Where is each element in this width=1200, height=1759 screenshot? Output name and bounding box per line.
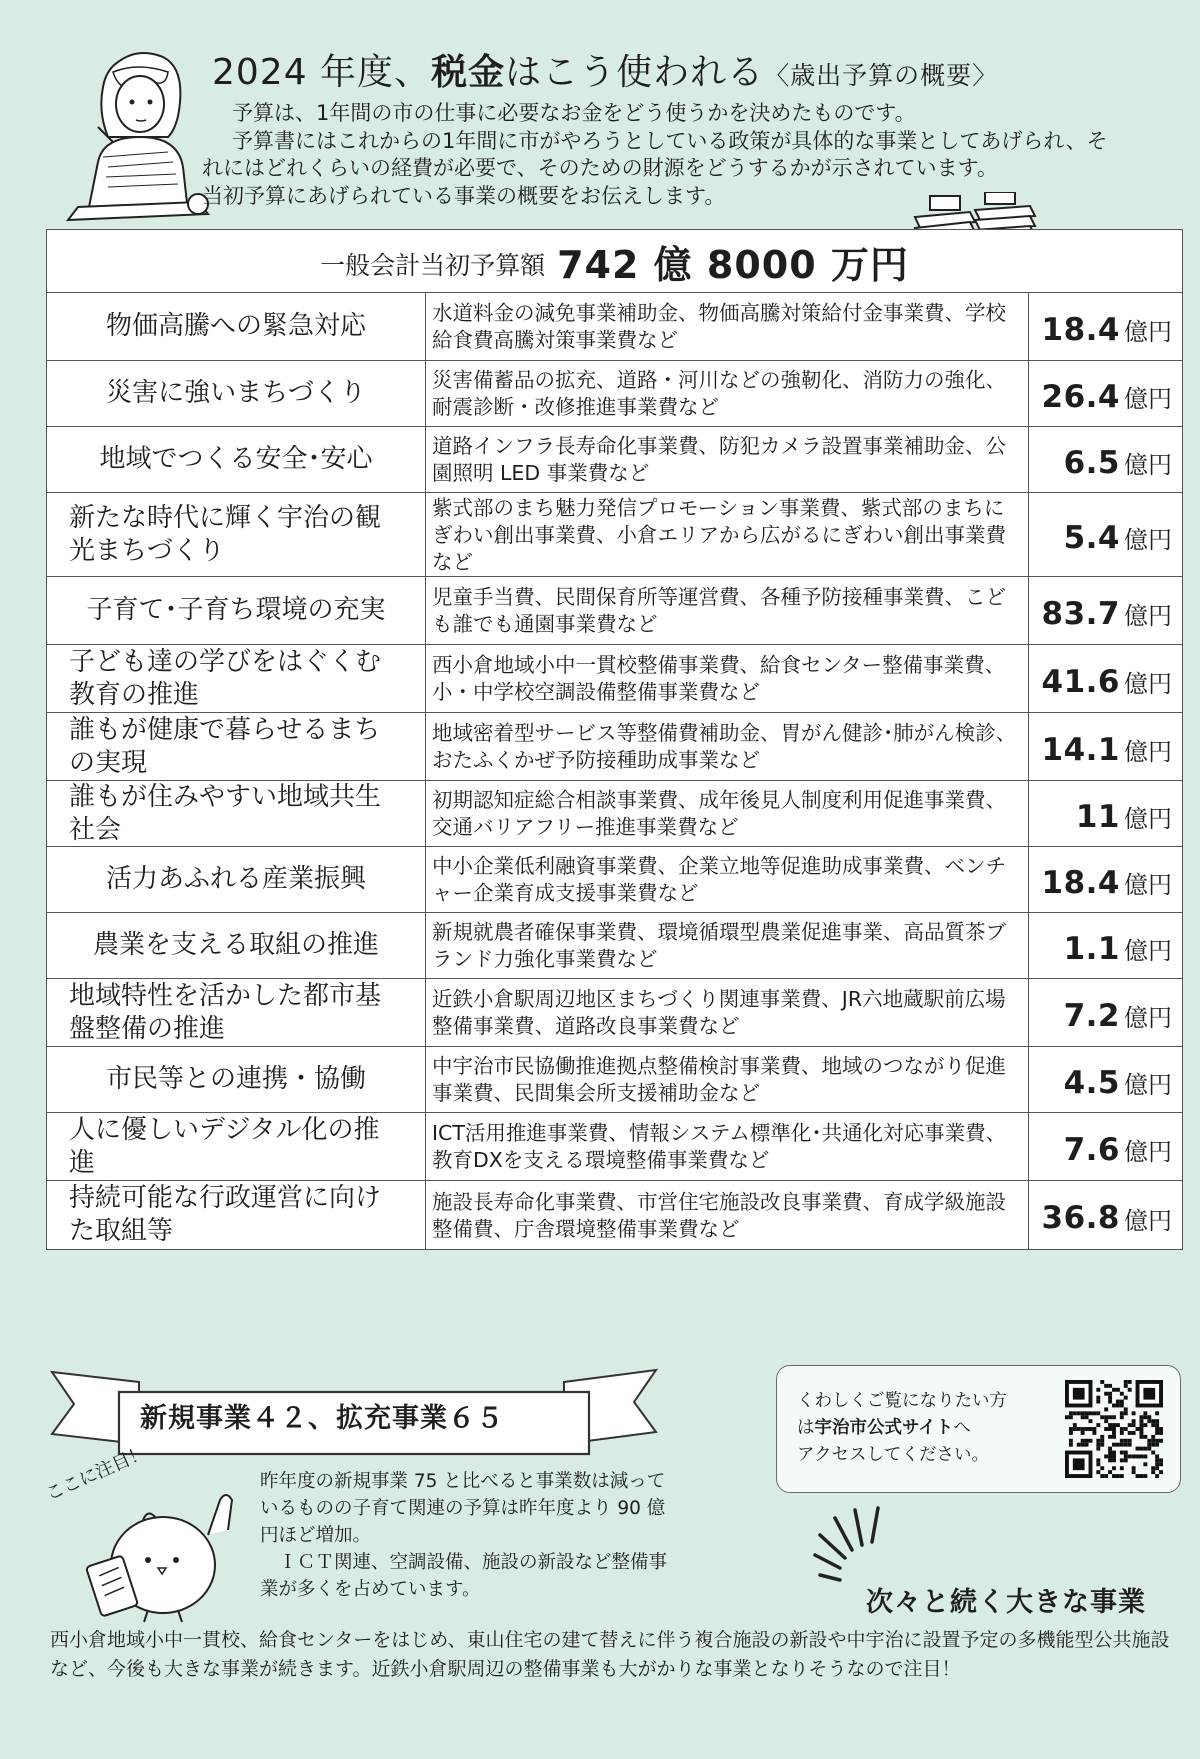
- note-text: [260, 1468, 780, 1603]
- official-site-link[interactable]: 宇治市公式サイト: [814, 1418, 954, 1438]
- amount-value: 4.5: [1063, 1064, 1120, 1101]
- budget-row: [47, 713, 1182, 781]
- policy-description: 中宇治市民協働推進拠点整備検討事業費、地域のつながり促進事業費、民間集会所支援補助金など: [426, 1047, 1029, 1112]
- budget-row: [47, 1047, 1182, 1113]
- budget-row: [47, 577, 1182, 645]
- title-strong: 税金: [431, 52, 506, 93]
- policy-amount: [1029, 361, 1182, 426]
- policy-name: 活力あふれる産業振興: [47, 847, 426, 912]
- amount-value: 18.4: [1041, 311, 1120, 348]
- policy-description: 近鉄小倉駅周辺地区まちづくり関連事業費、JR六地蔵駅前広場整備事業費、道路改良事業費など: [426, 979, 1029, 1046]
- amount-value: 1.1: [1063, 930, 1120, 967]
- policy-name: 農業を支える取組の推進: [47, 913, 426, 978]
- amount-value: 14.1: [1041, 731, 1120, 768]
- budget-row: [47, 645, 1182, 713]
- policy-amount: [1029, 293, 1182, 360]
- emphasis-rays-icon: [800, 1500, 900, 1590]
- budget-row: [47, 427, 1182, 493]
- intro-line: 予算は、1年間の市の仕事に必要なお金をどう使うかを決めたものです。: [232, 101, 916, 125]
- intro-line: れにはどれくらいの経費が必要で、そのための財源をどうするかが示されています。: [202, 156, 998, 180]
- budget-row: [47, 361, 1182, 427]
- budget-row: [47, 293, 1182, 361]
- amount-value: 11: [1075, 798, 1120, 835]
- policy-name: 誰もが健康で暮らせるまちの実現: [47, 713, 426, 780]
- budget-row: [47, 847, 1182, 913]
- amount-unit: 億円: [1124, 1138, 1172, 1166]
- info-line: アクセスしてください。: [797, 1445, 989, 1465]
- budget-row: [47, 1113, 1182, 1181]
- info-prefix: は: [797, 1418, 815, 1438]
- policy-amount: [1029, 427, 1182, 492]
- amount-unit: 億円: [1124, 937, 1172, 965]
- official-site-text: [797, 1388, 1042, 1469]
- total-budget-amount: 742 億 8000 万円: [557, 242, 909, 287]
- amount-unit: 億円: [1124, 451, 1172, 479]
- budget-row: [47, 979, 1182, 1047]
- note-line: 業が多くを占めています。: [260, 1579, 481, 1600]
- policy-description: 中小企業低利融資事業費、企業立地等促進助成事業費、ベンチャー企業育成支援事業費など: [426, 847, 1029, 912]
- page-title: [212, 44, 1112, 95]
- new-projects-count: 新規事業４２、拡充事業６５: [140, 1403, 504, 1434]
- amount-value: 18.4: [1041, 864, 1120, 901]
- policy-amount: [1029, 713, 1182, 780]
- policy-name: 持続可能な行政運営に向けた取組等: [47, 1181, 426, 1249]
- policy-description: 水道料金の減免事業補助金、物価高騰対策給付金事業費、学校給食費高騰対策事業費など: [426, 293, 1029, 360]
- budget-row: [47, 1181, 1182, 1249]
- attention-label: ここに注目！: [43, 1441, 151, 1506]
- policy-name: 物価高騰への緊急対応: [47, 293, 426, 360]
- policy-description: 災害備蓄品の拡充、道路・河川などの強靭化、消防力の強化、耐震診断・改修推進事業費など: [426, 361, 1029, 426]
- intro-line: 当初予算にあげられている事業の概要をお伝えします。: [202, 183, 726, 208]
- amount-value: 6.5: [1063, 444, 1120, 481]
- amount-value: 26.4: [1041, 378, 1120, 415]
- title-sub: 〈歳出予算の概要〉: [764, 61, 999, 90]
- total-budget-row: [47, 230, 1182, 293]
- info-line: [797, 1415, 1042, 1442]
- policy-description: 施設長寿命化事業費、市営住宅施設改良事業費、育成学級施設整備費、庁舎環境整備事業費など: [426, 1181, 1029, 1249]
- amount-unit: 億円: [1124, 738, 1172, 766]
- policy-description: 児童手当費、民間保育所等運営費、各種予防接種事業費、こども誰でも通園事業費など: [426, 577, 1029, 644]
- amount-unit: 億円: [1124, 1071, 1172, 1099]
- amount-unit: 億円: [1124, 526, 1172, 554]
- total-budget-label: 一般会計当初予算額: [320, 251, 546, 280]
- amount-value: 41.6: [1041, 663, 1120, 700]
- policy-amount: [1029, 1181, 1182, 1249]
- amount-value: 5.4: [1063, 519, 1120, 556]
- amount-unit: 億円: [1124, 805, 1172, 833]
- amount-unit: 億円: [1124, 602, 1172, 630]
- policy-amount: [1029, 645, 1182, 712]
- note-line: 昨年度の新規事業 75 と比べると事業数は減って: [260, 1471, 666, 1492]
- amount-value: 36.8: [1041, 1200, 1120, 1236]
- title-suffix: はこう使われる: [505, 52, 765, 93]
- budget-row: [47, 493, 1182, 577]
- policy-description: ICT活用推進事業費、情報システム標準化･共通化対応事業費、教育DXを支える環境整備事業費など: [426, 1113, 1029, 1180]
- intro-text: [202, 100, 1192, 210]
- note-line: いるものの子育て関連の予算は昨年度より 90 億: [260, 1498, 666, 1519]
- policy-name: 新たな時代に輝く宇治の観光まちづくり: [47, 493, 426, 576]
- amount-value: 83.7: [1041, 595, 1120, 632]
- policy-amount: [1029, 577, 1182, 644]
- amount-unit: 億円: [1124, 1004, 1172, 1032]
- amount-unit: 億円: [1124, 318, 1172, 346]
- policy-amount: [1029, 979, 1182, 1046]
- big-projects-text: 西小倉地域小中一貫校、給食センターをはじめ、東山住宅の建て替えに伴う複合施設の新設や中宇治に設置予定の多機能型公共施設など、今後も大きな事業が続きます。近鉄小倉駅周辺の整備事業も大がかりな事業となりそうなので注目！: [50, 1629, 1170, 1680]
- note-line: ＩＣＴ関連、空調設備、施設の新設など整備事: [260, 1552, 668, 1573]
- info-line: くわしくご覧になりたい方: [797, 1391, 1007, 1411]
- policy-name: 子育て･子育ち環境の充実: [47, 577, 426, 644]
- official-site-box: [776, 1365, 1181, 1493]
- policy-name: 子ども達の学びをはぐくむ教育の推進: [47, 645, 426, 712]
- policy-name: 人に優しいデジタル化の推進: [47, 1113, 426, 1180]
- budget-row: [47, 913, 1182, 979]
- budget-table: [46, 229, 1183, 1250]
- policy-name: 地域特性を活かした都市基盤整備の推進: [47, 979, 426, 1046]
- woman-thinking-illustration: [58, 42, 218, 242]
- policy-amount: [1029, 493, 1182, 576]
- policy-description: 道路インフラ長寿命化事業費、防犯カメラ設置事業補助金、公園照明 LED 事業費など: [426, 427, 1029, 492]
- title-prefix: 2024 年度、: [212, 52, 432, 93]
- policy-description: 地域密着型サービス等整備費補助金、胃がん健診･肺がん検診、おたふくかぜ予防接種助成事業など: [426, 713, 1029, 780]
- policy-amount: [1029, 1047, 1182, 1112]
- note-line: 円ほど増加。: [260, 1525, 372, 1546]
- qr-code-icon[interactable]: [1065, 1380, 1163, 1478]
- policy-amount: [1029, 847, 1182, 912]
- policy-description: 新規就農者確保事業費、環境循環型農業促進事業、高品質茶ブランド力強化事業費など: [426, 913, 1029, 978]
- policy-amount: [1029, 1113, 1182, 1180]
- amount-unit: 億円: [1124, 385, 1172, 413]
- info-suffix: へ: [953, 1418, 971, 1438]
- policy-name: 誰もが住みやすい地域共生社会: [47, 781, 426, 846]
- intro-line: 予算書にはこれからの1年間に市がやろうとしている政策が具体的な事業としてあげられ、そ: [232, 128, 1108, 153]
- policy-description: 西小倉地域小中一貫校整備事業費、給食センター整備事業費、小・中学校空調設備整備事業費など: [426, 645, 1029, 712]
- amount-value: 7.6: [1063, 1131, 1120, 1168]
- policy-name: 地域でつくる安全･安心: [47, 427, 426, 492]
- amount-unit: 億円: [1124, 871, 1172, 899]
- policy-name: 市民等との連携・協働: [47, 1047, 426, 1112]
- policy-name: 災害に強いまちづくり: [47, 361, 426, 426]
- amount-unit: 億円: [1124, 1206, 1172, 1235]
- policy-description: 紫式部のまち魅力発信プロモーション事業費、紫式部のまちにぎわい創出事業費、小倉エリアから広がるにぎわい創出事業費など: [426, 493, 1029, 576]
- big-projects-title: 次々と続く大きな事業: [866, 1587, 1146, 1618]
- policy-amount: [1029, 913, 1182, 978]
- policy-amount: [1029, 781, 1182, 846]
- amount-unit: 億円: [1124, 670, 1172, 698]
- budget-row: [47, 781, 1182, 847]
- policy-description: 初期認知症総合相談事業費、成年後見人制度利用促進事業費、交通バリアフリー推進事業費など: [426, 781, 1029, 846]
- amount-value: 7.2: [1063, 997, 1120, 1034]
